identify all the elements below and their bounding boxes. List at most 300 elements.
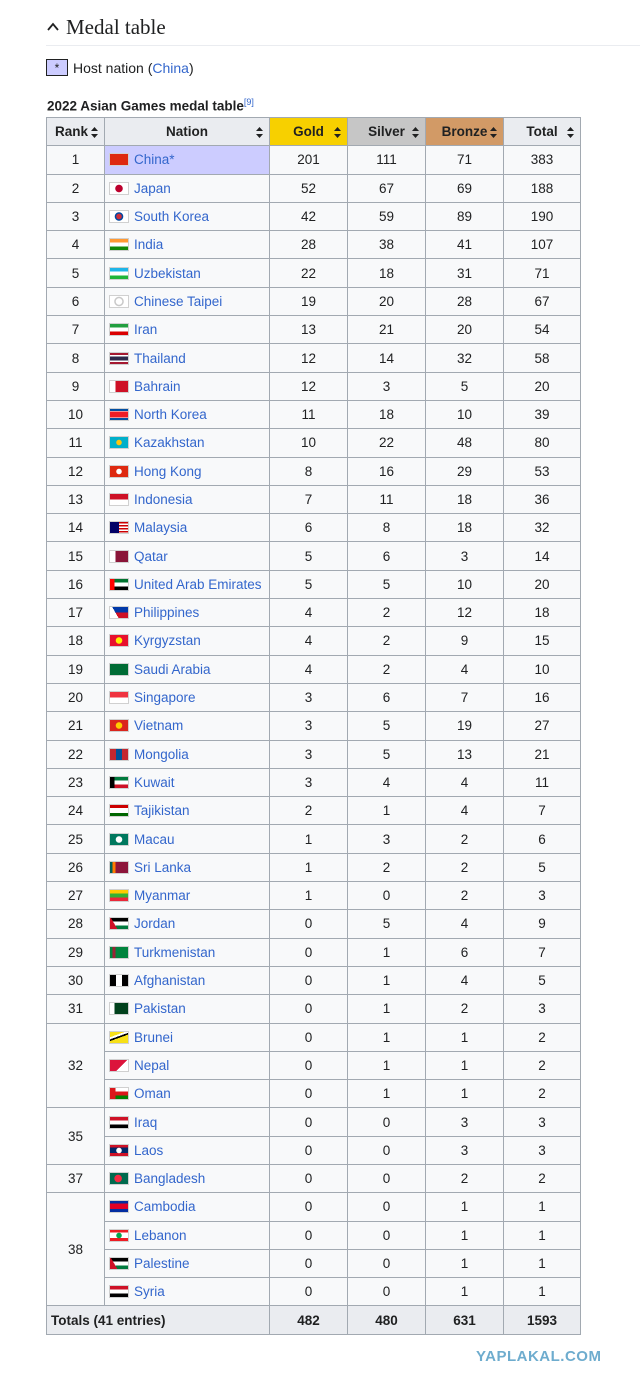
rank-cell: 23 — [47, 768, 105, 796]
tajikistan-flag-icon[interactable] — [109, 804, 129, 817]
total-cell: 7 — [504, 938, 581, 966]
sort-icon[interactable] — [334, 127, 341, 138]
oman-flag-icon[interactable] — [109, 1087, 129, 1100]
header-silver[interactable] — [348, 118, 426, 146]
medal-table — [46, 117, 581, 1335]
silver-cell: 1 — [348, 1051, 426, 1079]
chevron-up-icon[interactable] — [46, 20, 60, 34]
table-row — [47, 683, 581, 711]
thailand-flag-icon[interactable] — [109, 352, 129, 365]
nation-link[interactable]: Uzbekistan — [134, 265, 201, 281]
table-row — [47, 1249, 581, 1277]
bronze-cell: 12 — [426, 599, 504, 627]
nation-cell — [105, 683, 270, 711]
total-cell: 9 — [504, 910, 581, 938]
gold-cell: 0 — [270, 1164, 348, 1192]
nation-cell — [105, 231, 270, 259]
table-row — [47, 1136, 581, 1164]
bronze-cell: 1 — [426, 1080, 504, 1108]
total-cell: 16 — [504, 683, 581, 711]
india-flag-icon[interactable] — [109, 238, 129, 251]
nation-cell — [105, 1023, 270, 1051]
gold-cell: 10 — [270, 429, 348, 457]
gold-cell: 0 — [270, 910, 348, 938]
silver-cell: 4 — [348, 768, 426, 796]
totals-row — [47, 1306, 581, 1334]
caption-text: 2022 Asian Games medal table — [47, 98, 244, 114]
total-cell: 1 — [504, 1193, 581, 1221]
nation-link[interactable]: Laos — [134, 1142, 164, 1158]
header-rank-label: Rank — [54, 124, 88, 140]
bronze-cell: 1 — [426, 1023, 504, 1051]
total-cell: 3 — [504, 1136, 581, 1164]
hong-kong-flag-icon[interactable] — [109, 465, 129, 478]
table-row — [47, 627, 581, 655]
nation-cell — [105, 995, 270, 1023]
nation-cell — [105, 146, 270, 174]
section-header[interactable] — [46, 9, 640, 46]
syria-flag-icon[interactable] — [109, 1285, 129, 1298]
nation-link[interactable]: North Korea — [134, 407, 207, 423]
silver-cell: 59 — [348, 202, 426, 230]
total-cell: 67 — [504, 287, 581, 315]
gold-cell: 13 — [270, 316, 348, 344]
nation-cell — [105, 740, 270, 768]
nation-cell — [105, 797, 270, 825]
nation-cell — [105, 344, 270, 372]
rank-cell: 32 — [47, 1023, 105, 1108]
silver-cell: 0 — [348, 1164, 426, 1192]
header-nation-label: Nation — [166, 124, 208, 140]
rank-cell: 22 — [47, 740, 105, 768]
nation-link[interactable]: Japan — [134, 180, 171, 196]
gold-cell: 1 — [270, 853, 348, 881]
gold-cell: 0 — [270, 1249, 348, 1277]
uzbekistan-flag-icon[interactable] — [109, 267, 129, 280]
gold-cell: 8 — [270, 457, 348, 485]
header-total-label: Total — [526, 124, 558, 140]
nation-link[interactable]: Oman — [134, 1086, 171, 1102]
silver-cell: 6 — [348, 683, 426, 711]
bangladesh-flag-icon[interactable] — [109, 1172, 129, 1185]
sort-icon[interactable] — [567, 127, 574, 138]
laos-flag-icon[interactable] — [109, 1144, 129, 1157]
bahrain-flag-icon[interactable] — [109, 380, 129, 393]
bronze-cell: 29 — [426, 457, 504, 485]
turkmenistan-flag-icon[interactable] — [109, 946, 129, 959]
nation-link[interactable]: Singapore — [134, 690, 196, 706]
nation-cell — [105, 966, 270, 994]
nepal-flag-icon[interactable] — [109, 1059, 129, 1072]
nation-link[interactable]: Bangladesh — [134, 1171, 206, 1187]
nation-link[interactable]: Pakistan — [134, 1001, 186, 1017]
total-cell: 6 — [504, 825, 581, 853]
silver-cell: 2 — [348, 627, 426, 655]
totals-gold: 482 — [270, 1306, 348, 1334]
nation-link[interactable]: Chinese Taipei — [134, 293, 223, 309]
silver-cell: 3 — [348, 372, 426, 400]
nation-link[interactable]: Saudi Arabia — [134, 661, 211, 677]
nation-cell — [105, 400, 270, 428]
nation-cell — [105, 1221, 270, 1249]
total-cell: 190 — [504, 202, 581, 230]
total-cell: 2 — [504, 1051, 581, 1079]
lebanon-flag-icon[interactable] — [109, 1229, 129, 1242]
table-row — [47, 372, 581, 400]
total-cell: 7 — [504, 797, 581, 825]
table-row — [47, 599, 581, 627]
gold-cell: 3 — [270, 712, 348, 740]
qatar-flag-icon[interactable] — [109, 550, 129, 563]
gold-cell: 42 — [270, 202, 348, 230]
rank-cell: 35 — [47, 1108, 105, 1165]
table-row — [47, 429, 581, 457]
nation-link[interactable]: Macau — [134, 831, 175, 847]
silver-cell: 11 — [348, 485, 426, 513]
rank-cell: 14 — [47, 514, 105, 542]
myanmar-flag-icon[interactable] — [109, 889, 129, 902]
macau-flag-icon[interactable] — [109, 833, 129, 846]
table-row — [47, 344, 581, 372]
nation-cell — [105, 202, 270, 230]
total-cell: 71 — [504, 259, 581, 287]
bronze-cell: 3 — [426, 1108, 504, 1136]
table-row — [47, 882, 581, 910]
total-cell: 3 — [504, 995, 581, 1023]
totals-bronze: 631 — [426, 1306, 504, 1334]
cambodia-flag-icon[interactable] — [109, 1200, 129, 1213]
silver-cell: 1 — [348, 966, 426, 994]
bronze-cell: 18 — [426, 485, 504, 513]
silver-cell: 0 — [348, 1193, 426, 1221]
total-cell: 20 — [504, 372, 581, 400]
japan-flag-icon[interactable] — [109, 182, 129, 195]
iraq-flag-icon[interactable] — [109, 1116, 129, 1129]
bronze-cell: 31 — [426, 259, 504, 287]
table-row — [47, 1108, 581, 1136]
nation-link[interactable]: Nepal — [134, 1057, 170, 1073]
silver-cell: 0 — [348, 882, 426, 910]
table-row — [47, 457, 581, 485]
total-cell: 53 — [504, 457, 581, 485]
bronze-cell: 2 — [426, 1164, 504, 1192]
total-cell: 80 — [504, 429, 581, 457]
table-row — [47, 1164, 581, 1192]
nation-cell — [105, 712, 270, 740]
table-row — [47, 853, 581, 881]
bronze-cell: 4 — [426, 910, 504, 938]
brunei-flag-icon[interactable] — [109, 1031, 129, 1044]
rank-cell: 28 — [47, 910, 105, 938]
silver-cell: 3 — [348, 825, 426, 853]
total-cell: 2 — [504, 1080, 581, 1108]
total-cell: 20 — [504, 570, 581, 598]
silver-cell: 18 — [348, 400, 426, 428]
north-korea-flag-icon[interactable] — [109, 408, 129, 421]
silver-cell: 14 — [348, 344, 426, 372]
rank-cell: 2 — [47, 174, 105, 202]
table-row — [47, 1051, 581, 1079]
total-cell: 3 — [504, 882, 581, 910]
nation-cell — [105, 259, 270, 287]
nation-link[interactable]: Kazakhstan — [134, 435, 205, 451]
sort-icon[interactable] — [91, 127, 98, 138]
silver-cell: 111 — [348, 146, 426, 174]
silver-cell: 18 — [348, 259, 426, 287]
nation-cell — [105, 853, 270, 881]
total-cell: 36 — [504, 485, 581, 513]
uae-flag-icon[interactable] — [109, 578, 129, 591]
rank-cell: 27 — [47, 882, 105, 910]
header-total[interactable] — [504, 118, 581, 146]
nation-cell — [105, 1249, 270, 1277]
gold-cell: 0 — [270, 966, 348, 994]
header-silver-label: Silver — [368, 124, 405, 140]
nation-link[interactable]: Jordan — [134, 916, 176, 932]
gold-cell: 11 — [270, 400, 348, 428]
table-row — [47, 712, 581, 740]
gold-cell: 4 — [270, 655, 348, 683]
nation-cell — [105, 655, 270, 683]
rank-cell: 13 — [47, 485, 105, 513]
table-row — [47, 1023, 581, 1051]
palestine-flag-icon[interactable] — [109, 1257, 129, 1270]
total-cell: 58 — [504, 344, 581, 372]
nation-link[interactable]: Turkmenistan — [134, 944, 216, 960]
nation-link[interactable]: Syria — [134, 1284, 165, 1300]
total-cell: 5 — [504, 966, 581, 994]
nation-link[interactable]: Philippines — [134, 605, 200, 621]
nation-link[interactable]: Bahrain — [134, 378, 181, 394]
medal-table-body — [47, 146, 581, 1306]
nation-cell — [105, 542, 270, 570]
table-row — [47, 797, 581, 825]
rank-cell: 20 — [47, 683, 105, 711]
host-swatch: * — [46, 59, 68, 76]
nation-link[interactable]: Qatar — [134, 548, 168, 564]
indonesia-flag-icon[interactable] — [109, 493, 129, 506]
gold-cell: 52 — [270, 174, 348, 202]
table-row — [47, 542, 581, 570]
header-gold-label: Gold — [293, 124, 324, 140]
bronze-cell: 2 — [426, 882, 504, 910]
gold-cell: 12 — [270, 344, 348, 372]
bronze-cell: 1 — [426, 1051, 504, 1079]
china-flag-icon[interactable] — [109, 153, 129, 166]
iran-flag-icon[interactable] — [109, 323, 129, 336]
total-cell: 107 — [504, 231, 581, 259]
silver-cell: 0 — [348, 1108, 426, 1136]
gold-cell: 7 — [270, 485, 348, 513]
table-row — [47, 1080, 581, 1108]
chinese-taipei-flag-icon[interactable] — [109, 295, 129, 308]
nation-link[interactable]: Iran — [134, 322, 158, 338]
table-row — [47, 174, 581, 202]
nation-link[interactable]: Malaysia — [134, 520, 188, 536]
nation-cell — [105, 514, 270, 542]
silver-cell: 5 — [348, 570, 426, 598]
bronze-cell: 10 — [426, 400, 504, 428]
nation-cell — [105, 1193, 270, 1221]
gold-cell: 0 — [270, 1080, 348, 1108]
kuwait-flag-icon[interactable] — [109, 776, 129, 789]
sort-icon[interactable] — [412, 127, 419, 138]
bronze-cell: 5 — [426, 372, 504, 400]
saudi-arabia-flag-icon[interactable] — [109, 663, 129, 676]
vietnam-flag-icon[interactable] — [109, 719, 129, 732]
sri-lanka-flag-icon[interactable] — [109, 861, 129, 874]
kyrgyzstan-flag-icon[interactable] — [109, 634, 129, 647]
kazakhstan-flag-icon[interactable] — [109, 436, 129, 449]
table-row — [47, 995, 581, 1023]
nation-cell — [105, 1278, 270, 1306]
header-gold[interactable] — [270, 118, 348, 146]
silver-cell: 38 — [348, 231, 426, 259]
total-cell: 15 — [504, 627, 581, 655]
silver-cell: 1 — [348, 1023, 426, 1051]
gold-cell: 0 — [270, 1023, 348, 1051]
nation-link[interactable]: Cambodia — [134, 1199, 196, 1215]
total-cell: 5 — [504, 853, 581, 881]
total-cell: 188 — [504, 174, 581, 202]
rank-cell: 17 — [47, 599, 105, 627]
bronze-cell: 32 — [426, 344, 504, 372]
bronze-cell: 3 — [426, 1136, 504, 1164]
nation-link[interactable]: Iraq — [134, 1114, 158, 1130]
sort-icon[interactable] — [256, 127, 263, 138]
nation-cell — [105, 825, 270, 853]
total-cell: 383 — [504, 146, 581, 174]
afghanistan-flag-icon[interactable] — [109, 974, 129, 987]
gold-cell: 19 — [270, 287, 348, 315]
bronze-cell: 2 — [426, 825, 504, 853]
nation-cell — [105, 938, 270, 966]
nation-link[interactable]: Afghanistan — [134, 973, 206, 989]
nation-link[interactable]: Myanmar — [134, 888, 191, 904]
table-row — [47, 316, 581, 344]
silver-cell: 8 — [348, 514, 426, 542]
nation-link[interactable]: South Korea — [134, 209, 210, 225]
rank-cell: 10 — [47, 400, 105, 428]
header-rank[interactable] — [47, 118, 105, 146]
nation-link[interactable]: Palestine — [134, 1256, 190, 1272]
nation-cell — [105, 882, 270, 910]
bronze-cell: 2 — [426, 995, 504, 1023]
rank-cell: 29 — [47, 938, 105, 966]
table-row — [47, 740, 581, 768]
nation-cell — [105, 1051, 270, 1079]
table-row — [47, 1193, 581, 1221]
silver-cell: 20 — [348, 287, 426, 315]
bronze-cell: 7 — [426, 683, 504, 711]
nation-cell — [105, 1080, 270, 1108]
nation-link[interactable]: Kyrgyzstan — [134, 633, 201, 649]
nation-cell — [105, 1108, 270, 1136]
section-title: Medal table — [66, 14, 166, 39]
rank-cell: 25 — [47, 825, 105, 853]
header-bronze[interactable] — [426, 118, 504, 146]
total-cell: 1 — [504, 1249, 581, 1277]
rank-cell: 3 — [47, 202, 105, 230]
malaysia-flag-icon[interactable] — [109, 521, 129, 534]
nation-link[interactable]: Kuwait — [134, 774, 175, 790]
totals-total: 1593 — [504, 1306, 581, 1334]
gold-cell: 3 — [270, 740, 348, 768]
bronze-cell: 41 — [426, 231, 504, 259]
nation-link[interactable]: Tajikistan — [134, 803, 190, 819]
table-row — [47, 514, 581, 542]
gold-cell: 3 — [270, 683, 348, 711]
rank-cell: 4 — [47, 231, 105, 259]
total-cell: 21 — [504, 740, 581, 768]
nation-link[interactable]: Thailand — [134, 350, 186, 366]
south-korea-flag-icon[interactable] — [109, 210, 129, 223]
pakistan-flag-icon[interactable] — [109, 1002, 129, 1015]
silver-cell: 1 — [348, 1080, 426, 1108]
nation-link[interactable]: Hong Kong — [134, 463, 202, 479]
silver-cell: 0 — [348, 1221, 426, 1249]
gold-cell: 1 — [270, 882, 348, 910]
gold-cell: 0 — [270, 938, 348, 966]
nation-link[interactable]: India — [134, 237, 164, 253]
gold-cell: 0 — [270, 1278, 348, 1306]
silver-cell: 0 — [348, 1278, 426, 1306]
nation-link[interactable]: China* — [134, 152, 175, 168]
sort-icon[interactable] — [490, 127, 497, 138]
table-row — [47, 202, 581, 230]
philippines-flag-icon[interactable] — [109, 606, 129, 619]
nation-link[interactable]: Sri Lanka — [134, 859, 192, 875]
header-nation[interactable] — [105, 118, 270, 146]
bronze-cell: 18 — [426, 514, 504, 542]
bronze-cell: 4 — [426, 797, 504, 825]
rank-cell: 9 — [47, 372, 105, 400]
nation-link[interactable]: Indonesia — [134, 492, 193, 507]
nation-link[interactable]: Lebanon — [134, 1227, 187, 1243]
table-row — [47, 146, 581, 174]
nation-cell — [105, 1164, 270, 1192]
gold-cell: 4 — [270, 627, 348, 655]
nation-link[interactable]: Vietnam — [134, 718, 184, 734]
table-row — [47, 400, 581, 428]
table-row — [47, 1221, 581, 1249]
jordan-flag-icon[interactable] — [109, 917, 129, 930]
singapore-flag-icon[interactable] — [109, 691, 129, 704]
rank-cell: 37 — [47, 1164, 105, 1192]
rank-cell: 38 — [47, 1193, 105, 1306]
total-cell: 1 — [504, 1221, 581, 1249]
mongolia-flag-icon[interactable] — [109, 748, 129, 761]
nation-link[interactable]: Mongolia — [134, 746, 189, 762]
table-caption — [47, 97, 254, 114]
caption-ref[interactable]: [9] — [243, 97, 254, 107]
bronze-cell: 89 — [426, 202, 504, 230]
nation-link[interactable]: Brunei — [134, 1029, 174, 1045]
host-link[interactable]: China — [152, 59, 189, 76]
nation-cell — [105, 768, 270, 796]
total-cell: 1 — [504, 1278, 581, 1306]
bronze-cell: 2 — [426, 853, 504, 881]
rank-cell: 30 — [47, 966, 105, 994]
rank-cell: 18 — [47, 627, 105, 655]
nation-cell — [105, 429, 270, 457]
bronze-cell: 1 — [426, 1278, 504, 1306]
nation-link[interactable]: United Arab Emirates — [134, 576, 262, 592]
nation-cell — [105, 316, 270, 344]
silver-cell: 1 — [348, 995, 426, 1023]
gold-cell: 0 — [270, 1136, 348, 1164]
legend-suffix: ) — [188, 59, 194, 76]
